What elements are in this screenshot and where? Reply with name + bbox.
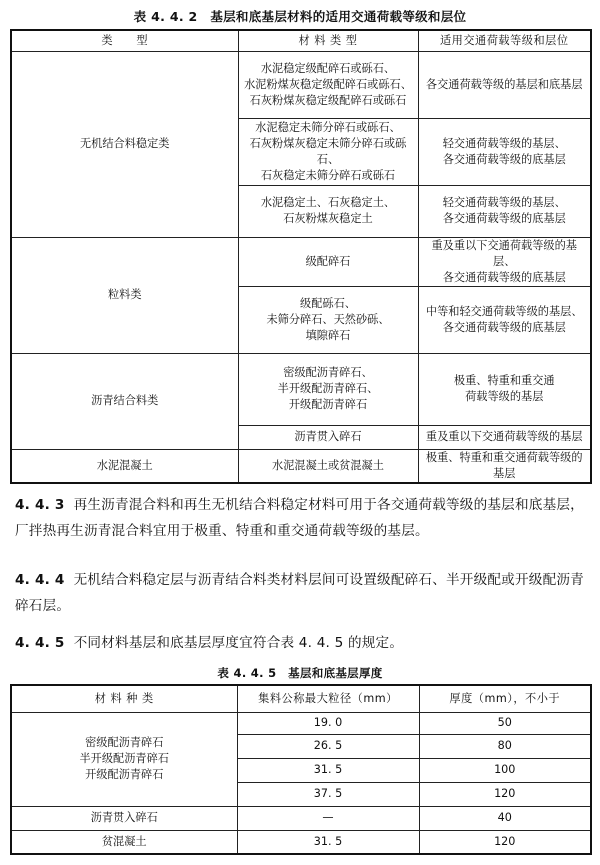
column-header-size: 集料公称最大粒径（mm） — [237, 685, 419, 712]
thickness-cell: 80 — [419, 734, 591, 758]
type-cell: 无机结合料稳定类 — [11, 51, 238, 237]
material-cell: 水泥混凝土或贫混凝土 — [238, 449, 418, 483]
material-cell: 沥青贯入碎石 — [238, 425, 418, 449]
size-cell: 31. 5 — [237, 758, 419, 782]
clause-number: 4. 4. 5 — [15, 635, 65, 651]
thickness-table — [10, 684, 592, 855]
table-caption: 表 4. 4. 2 基层和底基层材料的适用交通荷载等级和层位 — [133, 9, 467, 24]
size-cell: 26. 5 — [237, 734, 419, 758]
clause-text: 不同材料基层和底基层厚度宜符合表 4. 4. 5 的规定。 — [73, 635, 404, 651]
thickness-cell: 50 — [419, 712, 591, 734]
size-cell: — — [237, 806, 419, 830]
materials-table — [10, 29, 592, 484]
thickness-cell: 40 — [419, 806, 591, 830]
type-cell: 粒料类 — [11, 237, 238, 353]
clause-number: 4. 4. 4 — [15, 572, 65, 588]
size-cell: 19. 0 — [237, 712, 419, 734]
material-cell: 级配碎石 — [238, 237, 418, 286]
usage-cell: 重及重以下交通荷载等级的基层 — [418, 425, 591, 449]
column-header-usage: 适用交通荷载等级和层位 — [418, 30, 591, 51]
usage-cell: 重及重以下交通荷载等级的基层、 各交通荷载等级的底基层 — [418, 237, 591, 286]
column-header-material: 材 料 种 类 — [11, 685, 237, 712]
column-header-thickness: 厚度（mm），不小于 — [419, 685, 591, 712]
thickness-cell: 100 — [419, 758, 591, 782]
clause-paragraph — [15, 492, 590, 544]
clause-text: 无机结合料稳定层与沥青结合料类材料层间可设置级配碎石、半开级配或开级配沥青碎石层。 — [15, 572, 584, 614]
material-cell: 密级配沥青碎石、 半开级配沥青碎石、 开级配沥青碎石 — [238, 353, 418, 425]
clause-paragraph — [15, 630, 590, 656]
material-cell: 水泥稳定土、石灰稳定土、 石灰粉煤灰稳定土 — [238, 185, 418, 237]
type-cell: 水泥混凝土 — [11, 449, 238, 483]
table-caption: 表 4. 4. 5 基层和底基层厚度 — [217, 666, 383, 680]
column-header-type: 类 型 — [11, 30, 238, 51]
thickness-cell: 120 — [419, 782, 591, 806]
column-header-material: 材 料 类 型 — [238, 30, 418, 51]
usage-cell: 极重、特重和重交通 荷载等级的基层 — [418, 353, 591, 425]
clause-paragraph — [15, 567, 590, 619]
usage-cell: 轻交通荷载等级的基层、 各交通荷载等级的底基层 — [418, 185, 591, 237]
usage-cell: 各交通荷载等级的基层和底基层 — [418, 51, 591, 118]
material-cell: 贫混凝土 — [11, 830, 237, 854]
usage-cell: 轻交通荷载等级的基层、 各交通荷载等级的底基层 — [418, 118, 591, 185]
size-cell: 31. 5 — [237, 830, 419, 854]
material-cell: 密级配沥青碎石 半开级配沥青碎石 开级配沥青碎石 — [11, 712, 237, 806]
usage-cell: 极重、特重和重交通荷载等级的基层 — [418, 449, 591, 483]
size-cell: 37. 5 — [237, 782, 419, 806]
material-cell: 水泥稳定级配碎石或砾石、 水泥粉煤灰稳定级配碎石或砾石、 石灰粉煤灰稳定级配碎石或砾石 — [238, 51, 418, 118]
material-cell: 级配砾石、 未筛分碎石、天然砂砾、 填隙碎石 — [238, 286, 418, 353]
usage-cell: 中等和轻交通荷载等级的基层、 各交通荷载等级的底基层 — [418, 286, 591, 353]
thickness-cell: 120 — [419, 830, 591, 854]
type-cell: 沥青结合料类 — [11, 353, 238, 449]
clause-number: 4. 4. 3 — [15, 497, 65, 513]
material-cell: 沥青贯入碎石 — [11, 806, 237, 830]
material-cell: 水泥稳定未筛分碎石或砾石、 石灰粉煤灰稳定未筛分碎石或砾石、 石灰稳定未筛分碎石或砾石 — [238, 118, 418, 185]
clause-text: 再生沥青混合料和再生无机结合料稳定材料可用于各交通荷载等级的基层和底基层，厂拌热再生沥青混合料宜用于极重、特重和重交通荷载等级的基层。 — [15, 497, 584, 539]
